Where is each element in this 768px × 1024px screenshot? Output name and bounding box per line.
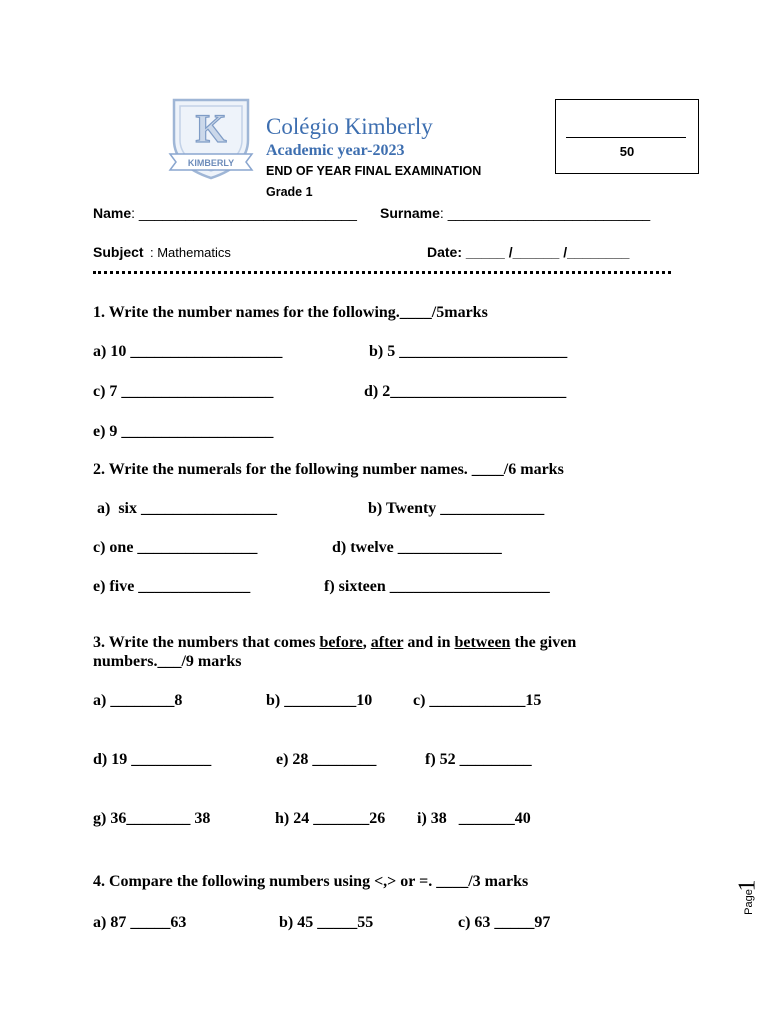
q3-item-c[interactable]: c) ____________15: [413, 692, 542, 709]
q4-title: 4. Compare the following numbers using <,> or =. ____/3 marks: [93, 873, 529, 890]
q3-title-text: 3. Write the numbers that comes: [93, 634, 320, 651]
q3-word-after: after: [370, 634, 404, 651]
q3-word-between: between: [454, 634, 511, 651]
q1-item-b[interactable]: b) 5 _____________________: [369, 343, 568, 360]
q3-title-end: the given: [510, 634, 577, 651]
svg-text:KIMBERLY: KIMBERLY: [187, 158, 235, 168]
name-blank[interactable]: : ____________________________: [131, 205, 357, 221]
q3-item-a[interactable]: a) ________8: [93, 692, 183, 709]
svg-text:K: K: [195, 106, 227, 151]
q3-item-i[interactable]: i) 38 _______40: [417, 810, 531, 827]
q3-item-h[interactable]: h) 24 _______26: [275, 810, 386, 827]
q2-item-a[interactable]: a) six _________________: [97, 500, 277, 517]
school-crest-logo: [166, 96, 256, 182]
score-blank-line: [566, 137, 686, 138]
date-label: Date:: [427, 244, 463, 260]
q2-item-e[interactable]: e) five ______________: [93, 578, 251, 595]
exam-title: END OF YEAR FINAL EXAMINATION: [266, 164, 482, 178]
q3-word-before: before: [319, 634, 363, 651]
q3-title: [93, 634, 576, 652]
subject-value: : Mathematics: [150, 245, 231, 260]
q1-item-d[interactable]: d) 2______________________: [364, 383, 567, 400]
q3-title-line2: numbers.___/9 marks: [93, 653, 242, 670]
grade-label: Grade 1: [266, 185, 313, 199]
q4-item-b[interactable]: b) 45 _____55: [279, 914, 374, 931]
surname-label: Surname: [380, 205, 440, 221]
school-name: Colégio Kimberly: [266, 114, 433, 139]
surname-blank[interactable]: : __________________________: [439, 205, 651, 221]
subject-label: Subject: [93, 244, 144, 260]
score-box: [555, 99, 699, 174]
q4-item-a[interactable]: a) 87 _____63: [93, 914, 187, 931]
q2-item-f[interactable]: f) sixteen ____________________: [324, 578, 550, 595]
score-total: 50: [619, 144, 635, 159]
q3-title-comma: ,: [362, 634, 371, 651]
q2-title: 2. Write the numerals for the following number names. ____/6 marks: [93, 461, 564, 478]
q4-item-c[interactable]: c) 63 _____97: [458, 914, 551, 931]
q3-item-d[interactable]: d) 19 __________: [93, 751, 212, 768]
q3-item-b[interactable]: b) _________10: [266, 692, 373, 709]
date-field[interactable]: [427, 244, 629, 260]
surname-field[interactable]: [380, 205, 650, 221]
q3-item-f[interactable]: f) 52 _________: [425, 751, 532, 768]
q1-item-c[interactable]: c) 7 ___________________: [93, 383, 274, 400]
page-number-footer: [734, 879, 768, 920]
page-word: Page: [742, 889, 755, 915]
q2-item-c[interactable]: c) one _______________: [93, 539, 258, 556]
q1-title: 1. Write the number names for the following.____/5marks: [93, 304, 488, 321]
q3-title-mid: and in: [403, 634, 455, 651]
name-label: Name: [93, 205, 132, 221]
q1-item-e[interactable]: e) 9 ___________________: [93, 423, 274, 440]
date-blank[interactable]: _____ /______ /________: [462, 244, 630, 260]
q1-item-a[interactable]: a) 10 ___________________: [93, 343, 283, 360]
page-number: 1: [734, 879, 761, 892]
name-field[interactable]: [93, 205, 357, 221]
q3-item-g[interactable]: g) 36________ 38: [93, 810, 211, 827]
q2-item-d[interactable]: d) twelve _____________: [332, 539, 502, 556]
divider-dotted: [93, 271, 671, 274]
academic-year: Academic year-2023: [266, 142, 405, 159]
q2-item-b[interactable]: b) Twenty _____________: [368, 500, 545, 517]
q3-item-e[interactable]: e) 28 ________: [276, 751, 377, 768]
